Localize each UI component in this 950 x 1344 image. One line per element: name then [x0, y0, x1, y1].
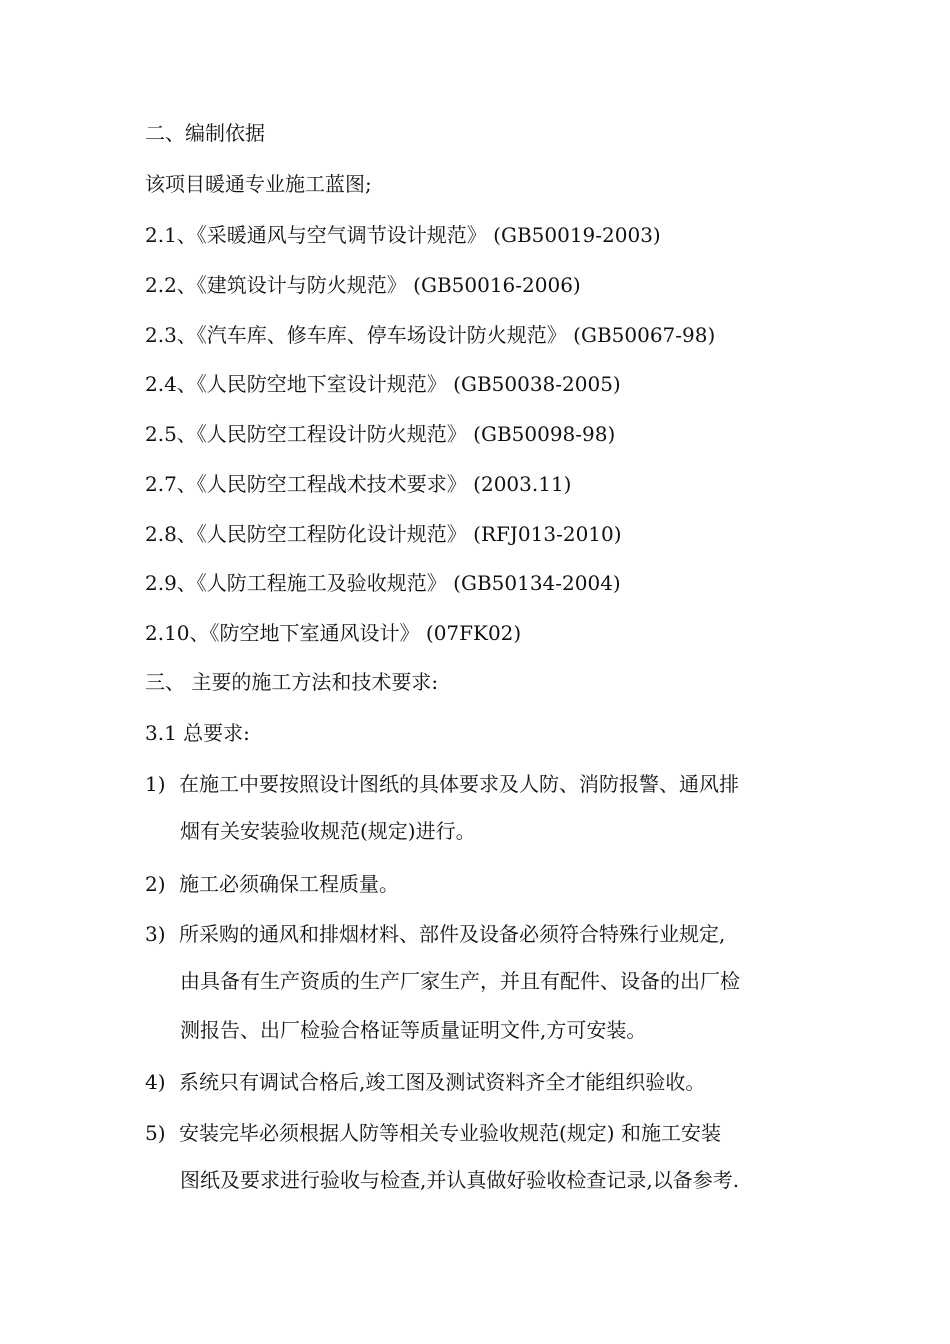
reference-item: 2.9、《人防工程施工及验收规范》 (GB50134-2004) — [145, 571, 621, 595]
item-text: 系统只有调试合格后,竣工图及测试资料齐全才能组织验收。 — [179, 1070, 706, 1094]
section-2-heading: 二、编制依据 — [145, 121, 265, 145]
reference-item: 2.3、《汽车库、修车库、停车场设计防火规范》 (GB50067-98) — [145, 323, 716, 347]
item-number: 2) — [145, 872, 166, 896]
item-number: 5) — [145, 1121, 166, 1145]
item-text: 施工必须确保工程质量。 — [179, 872, 399, 896]
item-text: 在施工中要按照设计图纸的具体要求及人防、消防报警、通风排 — [179, 772, 739, 796]
section-3-1-heading: 3.1 总要求: — [145, 721, 250, 745]
reference-item: 2.8、《人民防空工程防化设计规范》 (RFJ013-2010) — [145, 522, 622, 546]
reference-item: 2.1、《采暖通风与空气调节设计规范》 (GB50019-2003) — [145, 223, 661, 247]
item-text: 所采购的通风和排烟材料、部件及设备必须符合特殊行业规定, — [179, 922, 726, 946]
requirement-item-5 — [145, 1120, 721, 1146]
item-number: 4) — [145, 1070, 166, 1094]
item-number: 1) — [145, 772, 166, 796]
item-continuation: 由具备有生产资质的生产厂家生产，并且有配件、设备的出厂检 — [180, 969, 740, 993]
reference-item: 2.2、《建筑设计与防火规范》 (GB50016-2006) — [145, 273, 581, 297]
requirement-item-3 — [145, 921, 725, 947]
requirement-item-4 — [145, 1069, 705, 1095]
section-3-heading: 三、 主要的施工方法和技术要求: — [145, 670, 439, 694]
section-2-intro: 该项目暖通专业施工蓝图; — [145, 172, 372, 196]
requirement-item-2 — [145, 871, 399, 897]
item-number: 3) — [145, 922, 166, 946]
item-text: 安装完毕必须根据人防等相关专业验收规范(规定) 和施工安装 — [179, 1121, 721, 1145]
item-continuation: 图纸及要求进行验收与检查,并认真做好验收检查记录,以备参考. — [180, 1168, 740, 1192]
item-continuation: 烟有关安装验收规范(规定)进行。 — [180, 819, 476, 843]
reference-item: 2.7、《人民防空工程战术技术要求》 (2003.11) — [145, 472, 572, 496]
reference-item: 2.4、《人民防空地下室设计规范》 (GB50038-2005) — [145, 372, 621, 396]
requirement-item-1 — [145, 771, 739, 797]
reference-item: 2.10、《防空地下室通风设计》 (07FK02) — [145, 621, 522, 645]
reference-item: 2.5、《人民防空工程设计防火规范》 (GB50098-98) — [145, 422, 616, 446]
item-continuation: 测报告、出厂检验合格证等质量证明文件,方可安装。 — [180, 1018, 647, 1042]
